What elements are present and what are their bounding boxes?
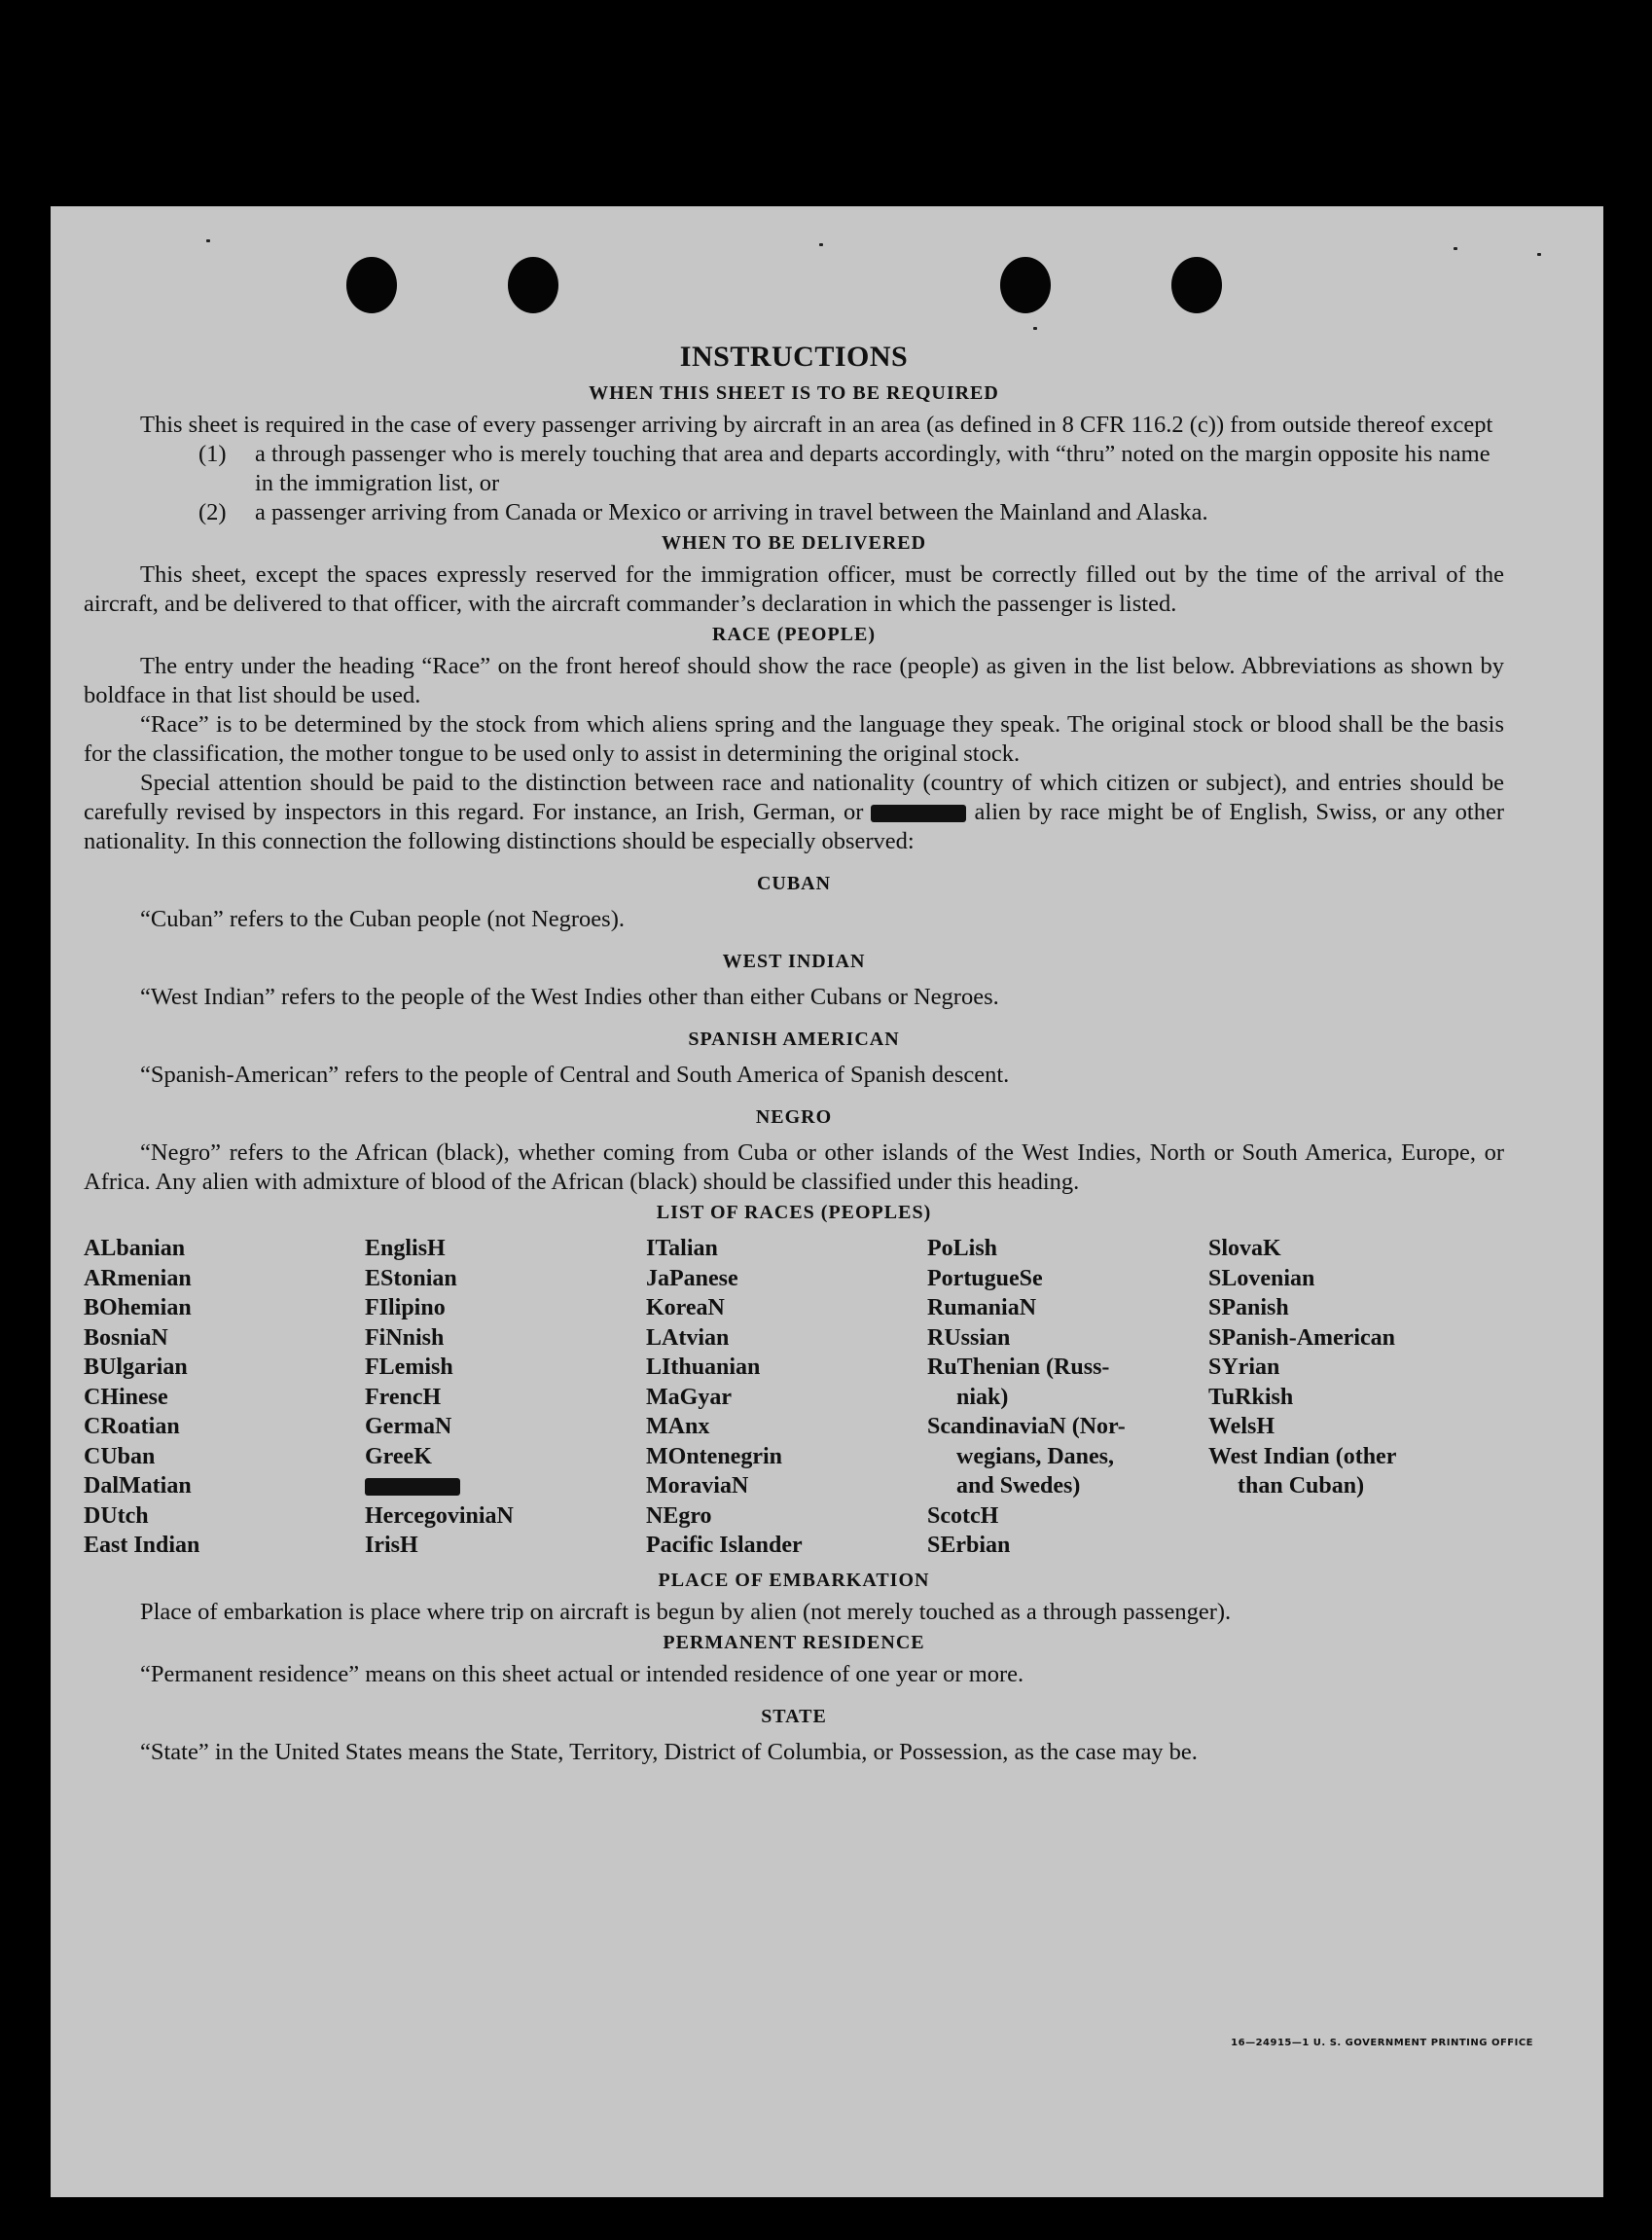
race-entry: niak) (956, 1384, 1009, 1410)
race-entry: ALbanian (84, 1236, 186, 1261)
races-column-5 (1208, 1234, 1504, 1561)
section-heading-race: RACE (PEOPLE) (712, 624, 876, 645)
race-entry: GermaN (365, 1414, 452, 1439)
section-heading-cuban: CUBAN (756, 873, 832, 894)
cuban-text: “Cuban” refers to the Cuban people (not Negroes). (140, 906, 625, 932)
race-entry: SLovenian (1208, 1265, 1315, 1291)
race-entry: IrisH (365, 1533, 418, 1558)
race-entry: SPanish (1208, 1295, 1289, 1320)
race-paragraph-3 (84, 769, 1504, 856)
race-entry: ScandinaviaN (Nor- (927, 1414, 1126, 1439)
race-entry: EStonian (365, 1265, 457, 1291)
race-entry: DalMatian (84, 1473, 192, 1499)
race-entry: DUtch (84, 1502, 149, 1529)
race-entry: LAtvian (646, 1324, 730, 1351)
speck (819, 243, 823, 246)
exception-item (198, 498, 1504, 527)
race-entry: FIlipino (365, 1295, 446, 1320)
race-entry: CHinese (84, 1384, 168, 1410)
race-entry: SYrian (1208, 1355, 1280, 1380)
race-paragraph-3-end: alien by race might be of English, Swiss, or any other nationality. In this connection the following distinctions should be especially observed: (84, 799, 1505, 854)
race-entry: FiNnish (365, 1324, 445, 1351)
item-text: a passenger arriving from Canada or Mexico or arriving in travel between the Mainland and Alaska. (255, 499, 1208, 525)
redaction-mark (365, 1478, 460, 1496)
residence-text: “Permanent residence” means on this sheet actual or intended residence of one year or more. (140, 1660, 1024, 1687)
race-entry: WelsH (1208, 1414, 1275, 1439)
race-entry: West Indian (other (1208, 1443, 1397, 1469)
document-sheet (51, 206, 1603, 2197)
instructions-content (84, 341, 1504, 1767)
race-paragraph-1: The entry under the heading “Race” on the front hereof should show the race (people) as given in the list below. Abbreviations as shown by boldface in that list should be used. (84, 653, 1504, 708)
race-entry: East Indian (84, 1533, 200, 1558)
race-entry: JaPanese (646, 1265, 738, 1291)
race-entry: EnglisH (365, 1236, 446, 1261)
race-entry: SlovaK (1208, 1236, 1281, 1261)
races-column-2 (365, 1234, 646, 1561)
race-entry: PoLish (927, 1236, 998, 1261)
redaction-mark (871, 805, 966, 822)
race-entry: TuRkish (1208, 1384, 1294, 1410)
races-list (84, 1234, 1504, 1561)
race-entry: LIthuanian (646, 1355, 761, 1380)
race-entry: Pacific Islander (646, 1533, 803, 1558)
races-column-3 (646, 1234, 927, 1561)
race-entry: RuThenian (Russ- (927, 1355, 1110, 1380)
race-entry: BOhemian (84, 1295, 192, 1320)
race-entry: CRoatian (84, 1414, 180, 1439)
section-heading-negro: NEGRO (755, 1106, 833, 1128)
section-heading-embarkation: PLACE OF EMBARKATION (658, 1569, 930, 1591)
race-entry-redacted (365, 1471, 646, 1501)
race-entry: BosniaN (84, 1324, 168, 1351)
race-entry: wegians, Danes, (956, 1443, 1115, 1469)
race-paragraph-2: “Race” is to be determined by the stock from which aliens spring and the language they speak. The original stock or blood shall be the basis for the classification, the mother tongue to be used only to assist in determining the original stock. (84, 711, 1504, 767)
race-entry: CUban (84, 1443, 156, 1469)
item-text: a through passenger who is merely touching that area and departs accordingly, with “thru” noted on the margin opposite his name in the immigration list, or (255, 441, 1490, 496)
races-column-2-top (365, 1234, 646, 1471)
race-entry: ScotcH (927, 1502, 999, 1529)
speck (206, 239, 210, 242)
section-heading-list-of-races: LIST OF RACES (PEOPLES) (656, 1202, 932, 1223)
race-entry: HercegoviniaN (365, 1502, 514, 1529)
races-column-1 (84, 1234, 365, 1561)
required-intro: This sheet is required in the case of every passenger arriving by aircraft in an area (as defined in 8 CFR 116.2 (c)) from outside thereof except (140, 412, 1493, 438)
state-text: “State” in the United States means the State, Territory, District of Columbia, or Possession, as the case may be. (140, 1738, 1198, 1765)
section-heading-residence: PERMANENT RESIDENCE (663, 1631, 925, 1653)
punch-hole (1000, 257, 1051, 313)
race-entry: RUssian (927, 1324, 1011, 1351)
section-heading-state: STATE (761, 1705, 827, 1727)
race-entry: RumaniaN (927, 1295, 1037, 1320)
race-entry: FrencH (365, 1384, 442, 1410)
item-number: (1) (198, 441, 227, 467)
delivered-text: This sheet, except the spaces expressly reserved for the immigration officer, must be correctly filled out by the time of the arrival of the aircraft, and be delivered to that officer, with the aircraft commander’s declaration in which the passenger is listed. (84, 561, 1504, 617)
race-entry: FLemish (365, 1355, 453, 1380)
race-entry: than Cuban) (1238, 1473, 1365, 1499)
section-heading-delivered: WHEN TO BE DELIVERED (661, 532, 927, 554)
section-heading-west-indian: WEST INDIAN (722, 951, 866, 972)
punch-hole (346, 257, 397, 313)
race-paragraph-3-start: Special attention should be paid to the distinction between race and nationality (country of which citizen or subject), and entries should be carefully revised by inspectors in this regard. For instance, an Irish, German, or (84, 770, 1504, 825)
spanish-american-text: “Spanish-American” refers to the people of Central and South America of Spanish descent. (140, 1062, 1010, 1088)
negro-text: “Negro” refers to the African (black), whether coming from Cuba or other islands of the West Indies, North or South America, Europe, or Africa. Any alien with admixture of blood of the African (black) should be classified under this heading. (84, 1139, 1504, 1195)
race-entry: MoraviaN (646, 1473, 749, 1499)
race-entry: and Swedes) (956, 1473, 1081, 1499)
item-number: (2) (198, 499, 227, 525)
speck (1454, 247, 1457, 250)
punch-hole (508, 257, 558, 313)
west-indian-text: “West Indian” refers to the people of the West Indies other than either Cubans or Negroes. (140, 984, 999, 1010)
race-entry: SErbian (927, 1533, 1011, 1558)
races-column-4 (927, 1234, 1208, 1561)
race-entry: MaGyar (646, 1384, 732, 1410)
race-entry: KoreaN (646, 1295, 725, 1320)
embarkation-text: Place of embarkation is place where trip on aircraft is begun by alien (not merely touched as a through passenger). (140, 1598, 1232, 1625)
race-entry: SPanish-American (1208, 1324, 1395, 1351)
races-column-2-bottom (365, 1501, 646, 1561)
section-heading-required: WHEN THIS SHEET IS TO BE REQUIRED (589, 382, 999, 404)
race-entry: ARmenian (84, 1265, 192, 1291)
race-entry: ITalian (646, 1236, 718, 1261)
speck (1537, 253, 1541, 256)
page-title: INSTRUCTIONS (679, 341, 909, 373)
race-entry: BUlgarian (84, 1355, 188, 1380)
exception-item (198, 440, 1504, 498)
punch-hole (1171, 257, 1222, 313)
race-entry: NEgro (646, 1502, 712, 1529)
race-entry: GreeK (365, 1443, 432, 1469)
section-heading-spanish-american: SPANISH AMERICAN (688, 1029, 900, 1050)
race-entry: PortugueSe (927, 1265, 1043, 1291)
race-entry: MOntenegrin (646, 1443, 782, 1469)
printing-office-code: 16—24915—1 U. S. GOVERNMENT PRINTING OFFICE (1231, 2038, 1533, 2048)
speck (1033, 327, 1037, 330)
race-entry: MAnx (646, 1414, 710, 1439)
